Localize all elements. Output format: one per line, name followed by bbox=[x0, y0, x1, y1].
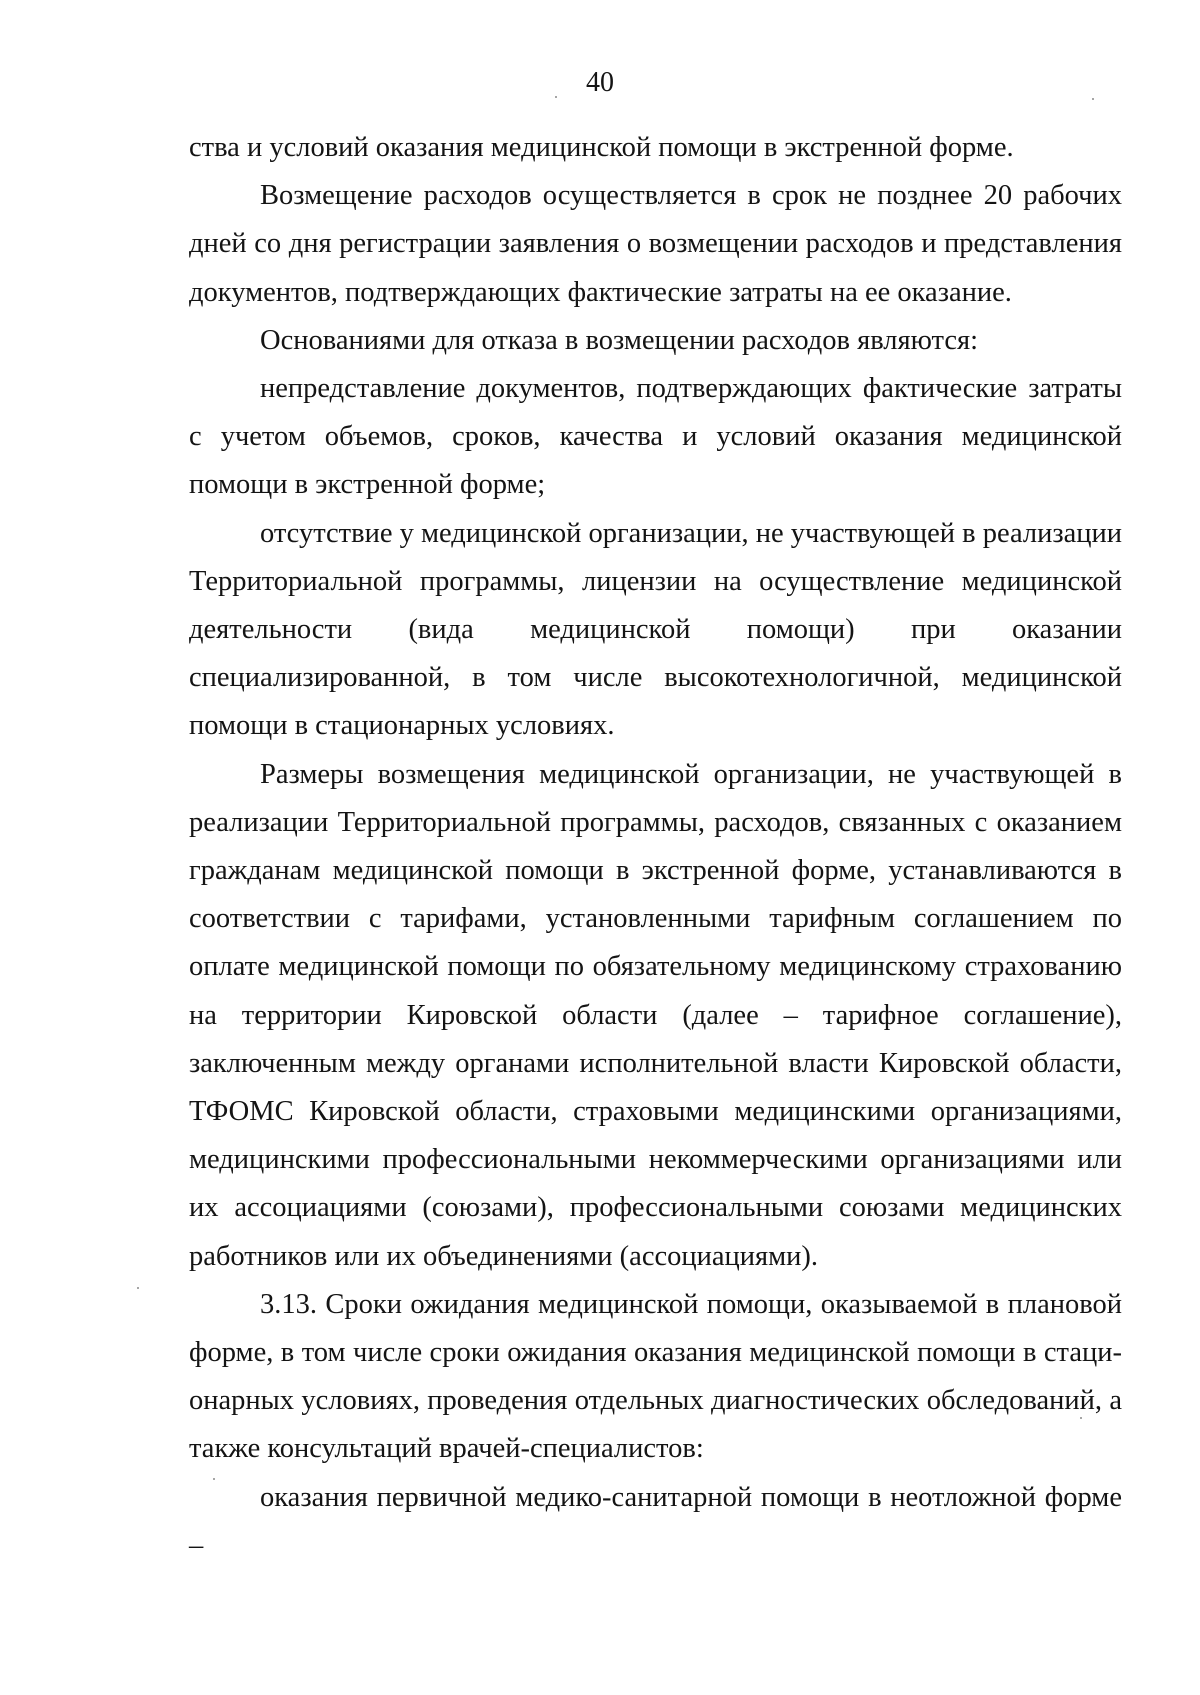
paragraph-reimbursement-amounts: Размеры возмещения медицинской организации, не участвующей в реализации Территориальной программы, расходов, связанных с оказанием гражданам медицинской помощи в экстренной форме, устанавливаются в соответствии с тарифами, установленными тарифным соглашением по оплате медицинской помощи по обязательному медицинскому страхованию на территории Кировской области (далее – тарифное соглашение), заключенным между органами исполнительной власти Кировской области, ТФОМС Кировской области, страховыми медицинскими организациями, медицинскими профессиональными некоммерческими организациями или их ассоциациями (союзами), профессиональными союзами медицинских работников или их объединениями (ассоциациями). bbox=[189, 758, 1122, 1272]
page-number: 40 bbox=[586, 67, 614, 98]
scan-speck bbox=[213, 1478, 215, 1480]
paragraph-section-3-13: 3.13. Сроки ожидания медицинской помощи, оказываемой в плановой форме, в том числе сроки ожидания оказания медицинской помощи в стационарных условиях, проведения отдельных диагностических обследований, а также консультаций врачей-специалистов: bbox=[189, 1288, 1122, 1465]
scan-speck bbox=[1092, 98, 1094, 100]
paragraph-primary-care-urgent: оказания первичной медико-санитарной помощи в неотложной форме – bbox=[189, 1481, 1122, 1561]
scan-speck bbox=[555, 96, 557, 98]
paragraph-continuation: ства и условий оказания медицинской помощи в экстренной форме. bbox=[189, 132, 1014, 163]
scan-speck bbox=[137, 1287, 139, 1289]
paragraph-reimbursement-term: Возмещение расходов осуществляется в срок не позднее 20 рабочих дней со дня регистрации заявления о возмещении расходов и представления документов, подтверждающих фактические затраты на ее оказание. bbox=[189, 180, 1122, 308]
scan-speck bbox=[1080, 1417, 1082, 1419]
paragraph-refusal-grounds: Основаниями для отказа в возмещении расходов являются: bbox=[260, 324, 978, 356]
paragraph-ground-documents: непредставление документов, подтверждающих фактические затраты с учетом объемов, сроков, качества и условий оказания медицинской помощи в экстренной форме; bbox=[189, 373, 1122, 501]
document-body bbox=[189, 124, 1122, 1570]
paragraph-ground-license: отсутствие у медицинской организации, не участвующей в реализации Территориальной программы, лицензии на осуществление медицинской деятельности (вида медицинской помощи) при оказании специализированной, в том числе высокотехнологичной, медицинской помощи в стационарных условиях. bbox=[189, 517, 1122, 742]
